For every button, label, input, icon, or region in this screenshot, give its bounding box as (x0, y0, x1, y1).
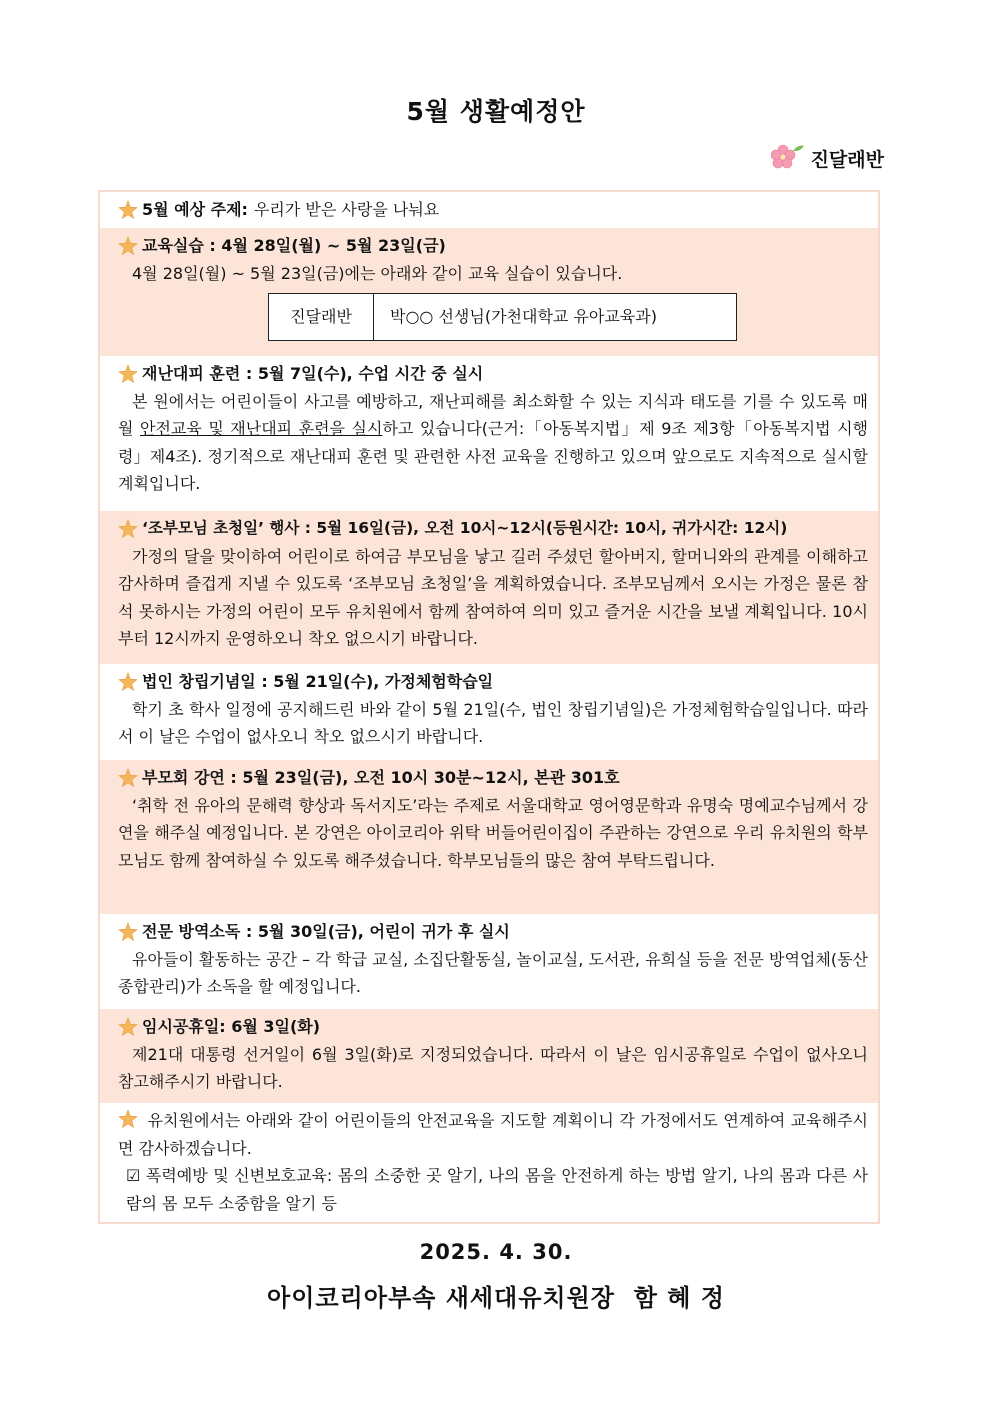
founding-body: 학기 초 학사 일정에 공지해드린 바와 같이 5월 21일(수, 법인 창립기념일)은 가정체험학습일입니다. 따라서 이 날은 수업이 없사오니 착오 없으시기 바랍니다. (118, 699, 868, 746)
founding-heading: 법인 창립기념일 : 5월 21일(수), 가정체험학습일 (142, 672, 494, 691)
section-theme (100, 192, 878, 228)
disaster-body-text: 본 원에서는 어린이들이 사고를 예방하고, 재난피해를 최소화할 수 있는 지식과 태도를 기를 수 있도록 매월 (118, 391, 868, 438)
disaster-body-underlined: 안전교육 및 재난대피 훈련을 실시 (139, 419, 383, 438)
section-safety (100, 1103, 878, 1222)
training-table (268, 293, 737, 341)
star-icon (118, 200, 138, 220)
star-icon (118, 768, 138, 788)
star-icon (118, 1017, 138, 1037)
star-icon (118, 672, 138, 692)
document-date: 2025. 4. 30. (419, 1240, 573, 1264)
schedule-frame (98, 190, 880, 1224)
class-name: 진달래반 (810, 148, 884, 171)
training-heading: 교육실습 : 4월 28일(월) ~ 5월 23일(금) (142, 236, 446, 255)
star-icon (118, 364, 138, 384)
disaster-heading: 재난대피 훈련 : 5월 7일(수), 수업 시간 중 실시 (142, 364, 484, 383)
star-icon (118, 236, 138, 256)
section-disaster (100, 356, 878, 511)
disaster-body-text-end: 하고 있습니다(근거:「아동복지법」제 9조 제3항「아동복지법 시행령」제4조). 정기적으로 재난대피 훈련 및 관련한 사전 교육을 진행하고 있으며 앞으로도 지속적으로 실시할 계획입니다. (118, 419, 869, 493)
signature: 아이코리아부속 새세대유치원장 함 혜 정 (267, 1284, 725, 1312)
holiday-body: 제21대 대통령 선거일이 6월 3일(화)로 지정되었습니다. 따라서 이 날은 임시공휴일로 수업이 없사오니 참고해주시기 바랍니다. (118, 1044, 868, 1091)
training-body: 4월 28일(월) ~ 5월 23일(금)에는 아래와 같이 교육 실습이 있습니다. (132, 263, 623, 283)
theme-heading: 5월 예상 주제: (142, 200, 248, 219)
safety-intro-text: 유치원에서는 아래와 같이 어린이들의 안전교육을 지도할 계획이니 각 가정에서도 연계하여 교육해주시면 감사하겠습니다. (118, 1111, 869, 1158)
training-teacher-cell: 박○○ 선생님(가천대학교 유아교육과) (374, 294, 737, 341)
star-icon (118, 1109, 138, 1129)
section-holiday (100, 1009, 878, 1103)
section-grandparents (100, 511, 878, 664)
lecture-heading: 부모회 강연 : 5월 23일(금), 오전 10시 30분~12시, 본관 301호 (142, 768, 620, 787)
training-class-cell: 진달래반 (269, 294, 374, 341)
page-title: 5월 생활예정안 (406, 97, 586, 126)
holiday-heading: 임시공휴일: 6월 3일(화) (142, 1017, 321, 1036)
class-label (771, 143, 884, 173)
section-founding (100, 664, 878, 760)
disinfection-body: 유아들이 활동하는 공간 – 각 학급 교실, 소집단활동실, 놀이교실, 도서관, 유희실 등을 전문 방역업체(동산종합관리)가 소독을 할 예정입니다. (118, 949, 868, 996)
disaster-body (118, 388, 868, 498)
theme-value: 우리가 받은 사랑을 나눠요 (253, 200, 440, 219)
safety-checkbox-item: ☑ 폭력예방 및 신변보호교육: 몸의 소중한 곳 알기, 나의 몸을 안전하게 하는 방법 알기, 나의 몸과 다른 사람의 몸 모두 소중함을 알기 등 (126, 1166, 868, 1213)
section-training (100, 228, 878, 356)
flower-icon (771, 143, 805, 173)
grandparents-body: 가정의 달을 맞이하여 어린이로 하여금 부모님을 낳고 길러 주셨던 할아버지, 할머니와의 관계를 이해하고 감사하며 즐겁게 지낼 수 있도록 ‘조부모님 초청일’을 계획하였습니다. 조부모님께서 오시는 가정은 물론 참석 못하시는 가정의 어린이 모두 유치원에서 함께 참여하여 의미 있고 즐거운 시간을 보낼 계획입니다. 10시부터 12시까지 운영하오니 착오 없으시기 바랍니다. (118, 546, 868, 648)
section-lecture (100, 760, 878, 914)
section-disinfection (100, 914, 878, 1009)
grandparents-heading: ‘조부모님 초청일’ 행사 : 5월 16일(금), 오전 10시~12시(등원시간: 10시, 귀가시간: 12시) (142, 519, 788, 537)
star-icon (118, 519, 138, 539)
disinfection-heading: 전문 방역소독 : 5월 30일(금), 어린이 귀가 후 실시 (142, 922, 510, 941)
star-icon (118, 922, 138, 942)
safety-intro (118, 1107, 868, 1162)
lecture-body: ‘취학 전 유아의 문해력 향상과 독서지도’라는 주제로 서울대학교 영어영문학과 유명숙 명예교수님께서 강연을 해주실 예정입니다. 본 강연은 아이코리아 위탁 버들어린이집이 주관하는 강연으로 우리 유치원의 학부모님도 함께 참여하실 수 있도록 해주셨습니다. 학부모님들의 많은 참여 부탁드립니다. (118, 795, 868, 870)
